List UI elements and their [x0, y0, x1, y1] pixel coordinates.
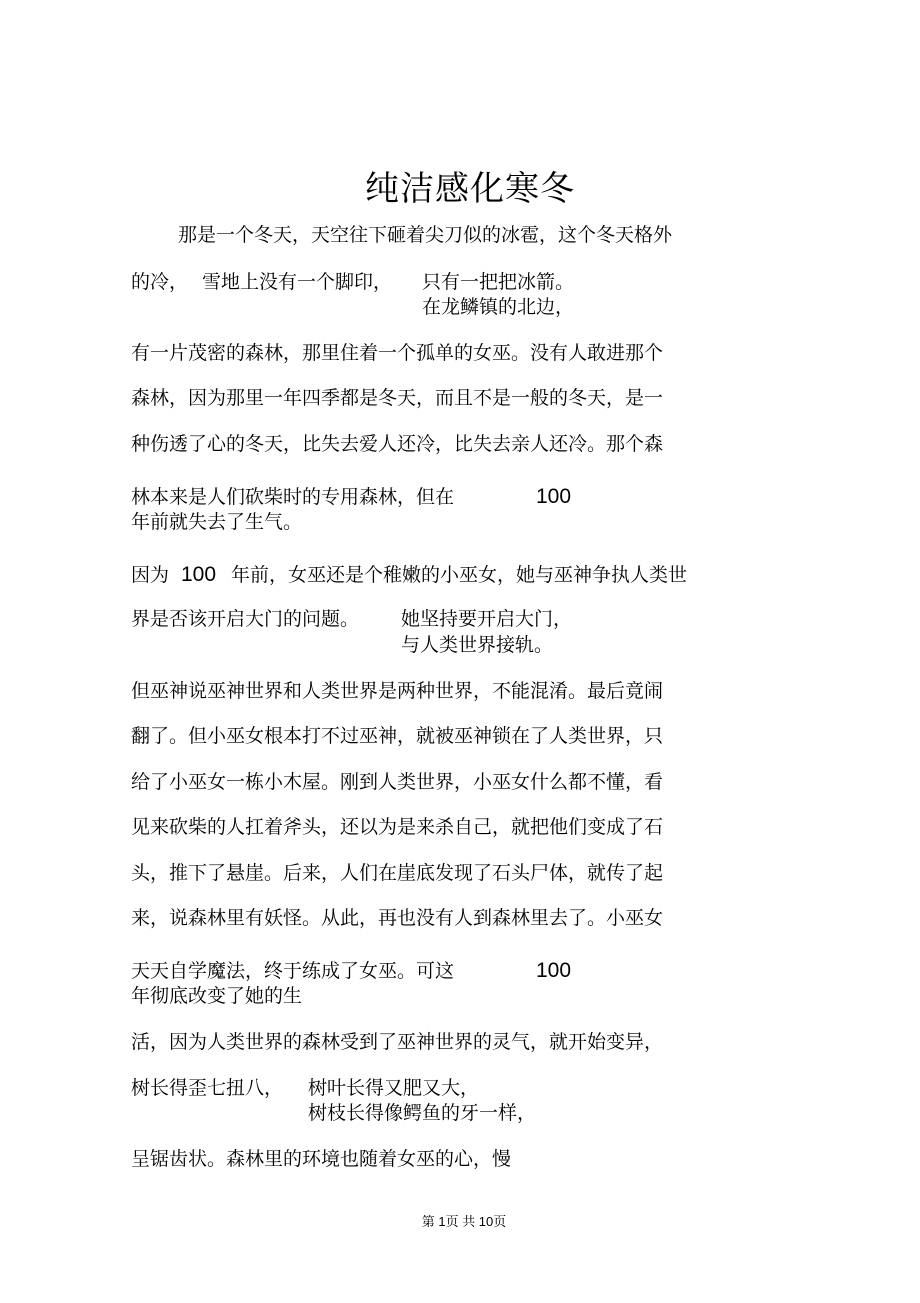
text-segment: 她坚持要开启大门， [401, 608, 573, 630]
number-100: 100 [536, 959, 572, 982]
text-segment: 天天自学魔法，终于练成了女巫。可这 [131, 960, 455, 982]
text-segment: 年前，女巫还是个稚嫩的小巫女，她与巫神争执人类世 [231, 564, 688, 586]
text-line: 但巫神说巫神世界和人类世界是两种世界，不能混淆。最后竟闹 [131, 680, 664, 702]
text-segment: 的冷， [131, 271, 189, 293]
document-title: 纯洁感化寒冬 [365, 168, 575, 209]
text-line: 树枝长得像鳄鱼的牙一样， [308, 1102, 537, 1124]
text-line: 来，说森林里有妖怪。从此，再也没有人到森林里去了。小巫女 [131, 907, 664, 929]
text-segment: 只有一把把冰箭。 [422, 271, 575, 293]
text-line: 那是一个冬天，天空往下砸着尖刀似的冰雹，这个冬天格外 [178, 224, 673, 246]
text-line: 有一片茂密的森林，那里住着一个孤单的女巫。没有人敢进那个 [131, 342, 664, 364]
text-segment: 树长得歪七扭八， [131, 1077, 284, 1099]
text-line: 年前就失去了生气。 [131, 511, 303, 533]
text-line: 年彻底改变了她的生 [131, 985, 303, 1007]
text-segment: 雪地上没有一个脚印， [202, 271, 393, 293]
number-100: 100 [536, 485, 572, 508]
text-line: 给了小巫女一栋小木屋。刚到人类世界，小巫女什么都不懂，看 [131, 771, 664, 793]
text-line: 与人类世界接轨。 [401, 634, 554, 656]
text-segment: 树叶长得又肥又大， [308, 1077, 480, 1099]
text-line: 呈锯齿状。森林里的环境也随着女巫的心，慢 [131, 1148, 512, 1170]
text-segment: 林本来是人们砍柴时的专用森林，但在 [131, 486, 455, 508]
text-line: 翻了。但小巫女根本打不过巫神，就被巫神锁在了人类世界，只 [131, 725, 664, 747]
page-footer: 第 1页 共 10页 [421, 1214, 507, 1229]
text-line: 森林，因为那里一年四季都是冬天，而且不是一般的冬天，是一 [131, 387, 664, 409]
text-line: 在龙鳞镇的北边， [422, 296, 575, 318]
text-segment: 因为 [131, 564, 170, 586]
text-segment: 界是否该开启大门的问题。 [131, 608, 360, 630]
text-line: 活，因为人类世界的森林受到了巫神世界的灵气，就开始变异， [131, 1031, 664, 1053]
number-100: 100 [181, 563, 217, 586]
text-line: 见来砍柴的人扛着斧头，还以为是来杀自己，就把他们变成了石 [131, 816, 664, 838]
text-line: 头，推下了悬崖。后来，人们在崖底发现了石头尸体，就传了起 [131, 862, 664, 884]
text-line: 种伤透了心的冬天，比失去爱人还冷，比失去亲人还冷。那个森 [131, 433, 664, 455]
